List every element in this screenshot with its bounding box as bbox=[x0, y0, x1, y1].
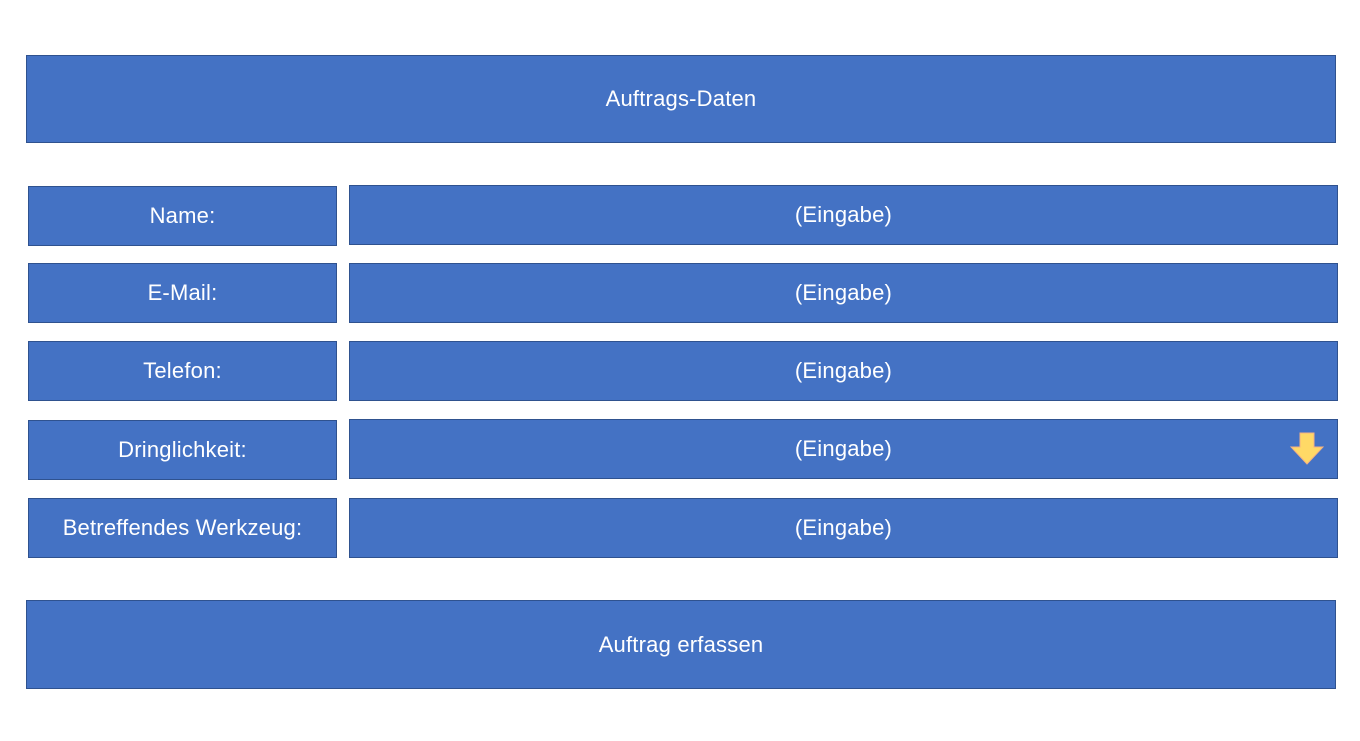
tool-input[interactable]: (Eingabe) bbox=[349, 498, 1338, 558]
arrow-down-icon[interactable] bbox=[1290, 432, 1324, 466]
urgency-value: (Eingabe) bbox=[794, 436, 893, 461]
name-input[interactable]: (Eingabe) bbox=[349, 185, 1338, 245]
urgency-label: Dringlichkeit: bbox=[28, 420, 337, 480]
form-title: Auftrags-Daten bbox=[26, 55, 1336, 143]
email-input[interactable]: (Eingabe) bbox=[349, 263, 1338, 323]
name-label: Name: bbox=[28, 186, 337, 246]
submit-order-button[interactable]: Auftrag erfassen bbox=[26, 600, 1336, 689]
phone-input[interactable]: (Eingabe) bbox=[349, 341, 1338, 401]
tool-label: Betreffendes Werkzeug: bbox=[28, 498, 337, 558]
urgency-dropdown[interactable] bbox=[349, 419, 1338, 479]
email-label: E-Mail: bbox=[28, 263, 337, 323]
phone-label: Telefon: bbox=[28, 341, 337, 401]
